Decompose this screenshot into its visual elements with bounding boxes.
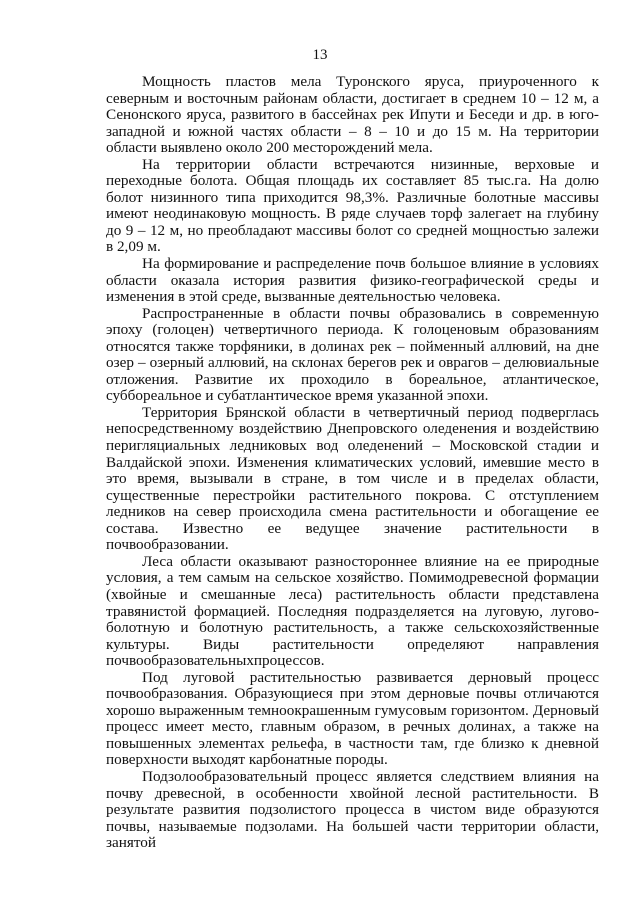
paragraph-quaternary-glaciation: Территория Брянской области в четвертичный период подверглась непосредственному воздействию Днепровского оледенения и воздействию перигляциальных ледниковых вод оледенений – Московской стадии и Валдайской эпохи. Изменения климатических условий, имевшие место в это время, вызывали в стране, в том числе и в пределах области, существенные перестройки растительного покрова. С отступлением ледников на север происходила смена растительности и обогащение ее состава. Известно ее ведущее значение растительности в почвообразовании. bbox=[106, 403, 599, 554]
paragraph-chalk-thickness: Мощность пластов мела Туронского яруса, приуроченного к северным и восточным районам области, достигает в среднем 10 – 12 м, а Сенонского яруса, развитого в бассейнах рек Ипути и Беседи и др. в юго-западной и южной частях области – 8 – 10 и до 15 м. На территории области выявлено около 200 месторождений мела. bbox=[106, 73, 599, 157]
paragraph-podzol-process: Подзолообразовательный процесс является следствием влияния на почву древесной, в особенности хвойной лесной растительности. В результате развития подзолистого процесса в чистом виде образуются почвы, называемые подзолами. На большей части территории области, занятой bbox=[106, 767, 599, 852]
page-number: 13 bbox=[312, 47, 328, 63]
paragraph-turf-process: Под луговой растительностью развивается дерновый процесс почвообразования. Образующиеся при этом дерновые почвы отличаются хорошо выраженным темноокрашенным гумусовым горизонтом. Дерновый процесс имеет место, главным образом, в речных долинах, а также на повышенных элементах рельефа, в частности там, где близко к дневной поверхности выходят карбонатные породы. bbox=[106, 668, 599, 769]
paragraph-soil-formation: На формирование и распределение почв большое влияние в условиях области оказала история развития физико-географической среды и изменения в этой среде, вызванные деятельностью человека. bbox=[106, 255, 599, 306]
paragraph-holocene-soils: Распространенные в области почвы образовались в современную эпоху (голоцен) четвертичного периода. К голоценовым образованиям относятся также торфяники, в долинах рек – пойменный аллювий, на дне озер – озерный аллювий, на склонах берегов рек и оврагов – делювиальные отложения. Развитие их проходило в бореальное, атлантическое, суббореальное и субатлантическое время указанной эпохи. bbox=[106, 304, 599, 405]
paragraph-forests: Леса области оказывают разностороннее влияние на ее природные условия, а тем самым на сельское хозяйство. Помимодревесной формации (хвойные и смешанные леса) растительность области представлена травянистой формацией. Последняя подразделяется на луговую, лугово-болотную и болотную растительность, а также сельскохозяйственные культуры. Виды растительности определяют направления почвообразовательныхпроцессов. bbox=[106, 552, 599, 670]
body-text bbox=[106, 74, 599, 852]
paragraph-swamps: На территории области встречаются низинные, верховые и переходные болота. Общая площадь их составляет 85 тыс.га. На долю болот низинного типа приходится 98,3%. Различные болотные массивы имеют неодинаковую мощность. В ряде случаев торф залегает на глубину до 9 – 12 м, но преобладают массивы болот со средней мощностью залежи в 2,09 м. bbox=[106, 155, 599, 256]
